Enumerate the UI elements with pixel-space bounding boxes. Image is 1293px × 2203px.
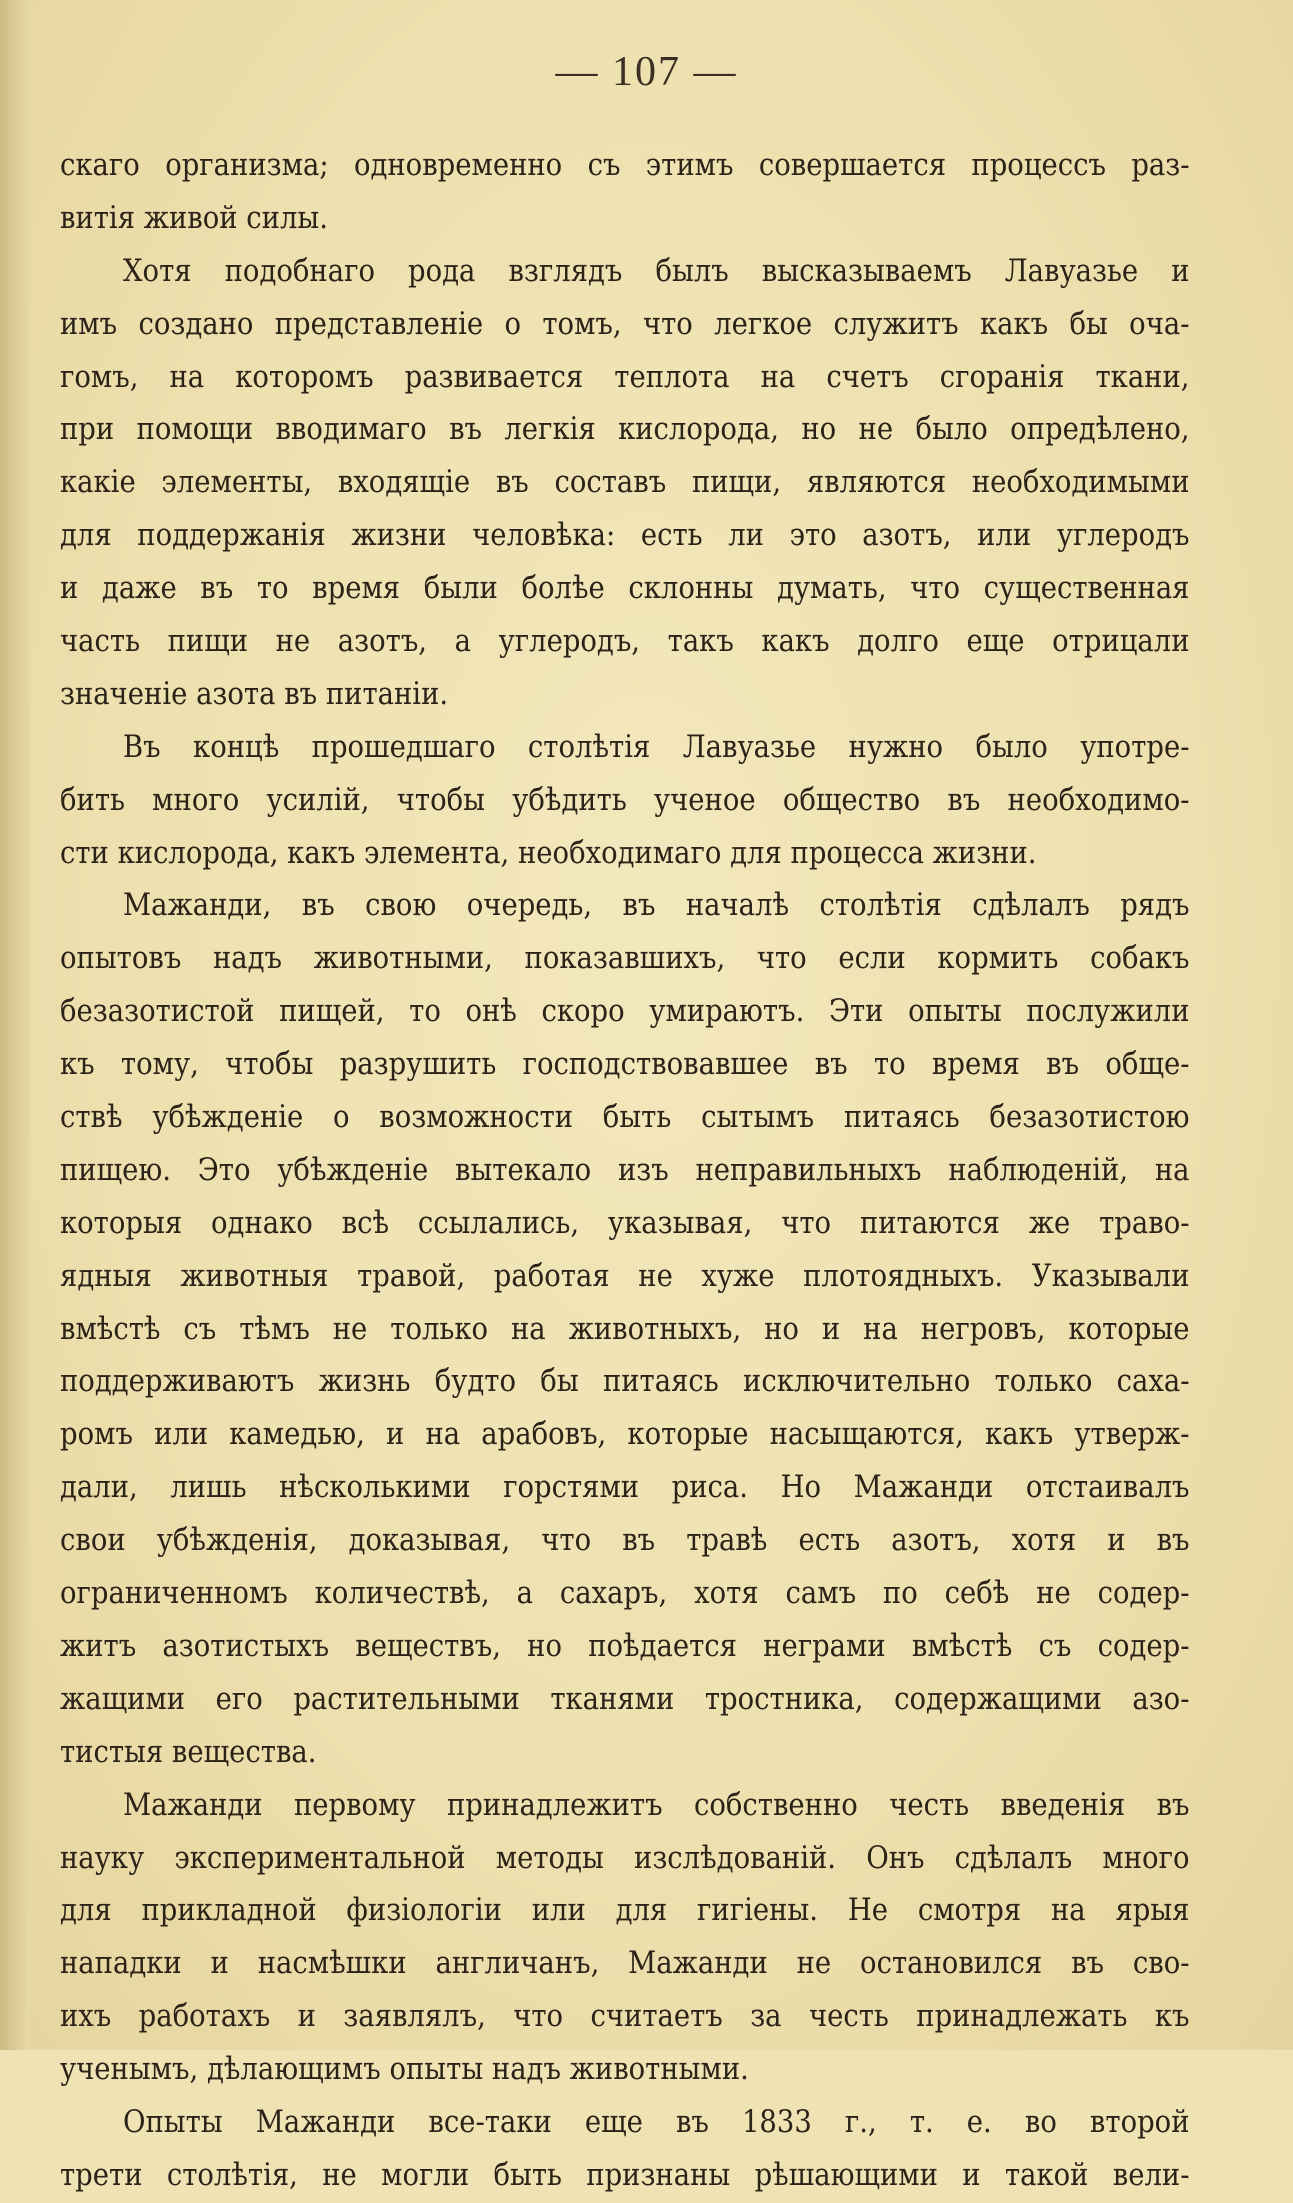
text-line: которыя однако всѣ ссылались, указывая, что питаются же траво- [60,1205,1190,1241]
text-line: трети столѣтія, не могли быть признаны рѣшающими и такой вели- [60,2157,1190,2193]
text-line: ядныя животныя травой, работая не хуже плотоядныхъ. Указывали [60,1258,1190,1294]
text-line: сти кислорода, какъ элемента, необходимаго для процесса жизни. [60,835,1037,871]
text-line: житъ азотистыхъ веществъ, но поѣдается неграми вмѣстѣ съ содер- [60,1628,1190,1664]
text-line: ученымъ, дѣлающимъ опыты надъ животными. [60,2052,749,2088]
page-edge [0,0,30,2050]
text-line: ствѣ убѣжденіе о возможности быть сытымъ питаясь безазотистою [60,1100,1190,1136]
text-line: поддерживаютъ жизнь будто бы питаясь исключительно только саха- [60,1364,1190,1400]
text-line: свои убѣжденія, доказывая, что въ травѣ есть азотъ, хотя и въ [60,1523,1190,1559]
text-line: тистыя вещества. [60,1734,317,1770]
text-line: Мажанди первому принадлежитъ собственно честь введенія въ [123,1787,1190,1823]
text-line: нападки и насмѣшки англичанъ, Мажанди не остановился въ сво- [60,1946,1190,1982]
text-line: имъ создано представленіе о томъ, что легкое служитъ какъ бы оча- [60,306,1190,342]
text-line: скаго организма; одновременно съ этимъ совершается процессъ раз- [60,148,1190,183]
text-line: Въ концѣ прошедшаго столѣтія Лавуазье нужно было употре- [123,729,1190,765]
text-line: Опыты Мажанди все-таки еще въ 1833 г., т. е. во второй [123,2104,1190,2140]
text-line: для прикладной физіологіи или для гигіены. Не смотря на ярыя [60,1893,1190,1929]
text-line: пищею. Это убѣжденіе вытекало изъ неправильныхъ наблюденій, на [60,1152,1190,1188]
text-line: и даже въ то время были болѣе склонны думать, что существенная [60,571,1190,607]
text-line: значеніе азота въ питаніи. [60,676,449,712]
text-line: ихъ работахъ и заявлялъ, что считаетъ за честь принадлежать къ [60,1999,1190,2035]
text-line: Мажанди, въ свою очередь, въ началѣ столѣтія сдѣлалъ рядъ [123,888,1190,924]
text-line: науку экспериментальной методы изслѣдованій. Онъ сдѣлалъ много [60,1840,1190,1876]
page-number: — 107 — [555,49,738,95]
text-line: вмѣстѣ съ тѣмъ не только на животныхъ, но и на негровъ, которые [60,1311,1190,1347]
text-line: гомъ, на которомъ развивается теплота на счетъ сгоранія ткани, [60,359,1190,395]
body-text [60,140,1190,2203]
text-line: витія живой силы. [60,200,328,236]
text-line: бить много усилій, чтобы убѣдить ученое общество въ необходимо- [60,782,1190,818]
text-line: безазотистой пищей, то онѣ скоро умираютъ. Эти опыты послужили [60,994,1190,1030]
text-line: ромъ или камедью, и на арабовъ, которые насыщаются, какъ утверж- [60,1417,1190,1453]
text-line: опытовъ надъ животными, показавшихъ, что если кормить собакъ [60,941,1190,977]
text-line: Хотя подобнаго рода взглядъ былъ высказываемъ Лавуазье и [123,253,1190,289]
text-line: для поддержанія жизни человѣка: есть ли это азотъ, или углеродъ [60,518,1190,554]
text-line: ограниченномъ количествѣ, а сахаръ, хотя самъ по себѣ не содер- [60,1576,1190,1612]
text-line: дали, лишь нѣсколькими горстями риса. Но Мажанди отстаивалъ [60,1470,1190,1506]
text-line: при помощи вводимаго въ легкія кислорода, но не было опредѣлено, [60,412,1190,448]
text-line: жащими его растительными тканями тростника, содержащими азо- [60,1681,1190,1717]
text-line: къ тому, чтобы разрушить господствовавшее въ то время въ обще- [60,1047,1190,1083]
text-line: какіе элементы, входящіе въ составъ пищи, являются необходимыми [60,465,1190,501]
text-line: часть пищи не азотъ, а углеродъ, такъ какъ долго еще отрицали [60,624,1190,660]
